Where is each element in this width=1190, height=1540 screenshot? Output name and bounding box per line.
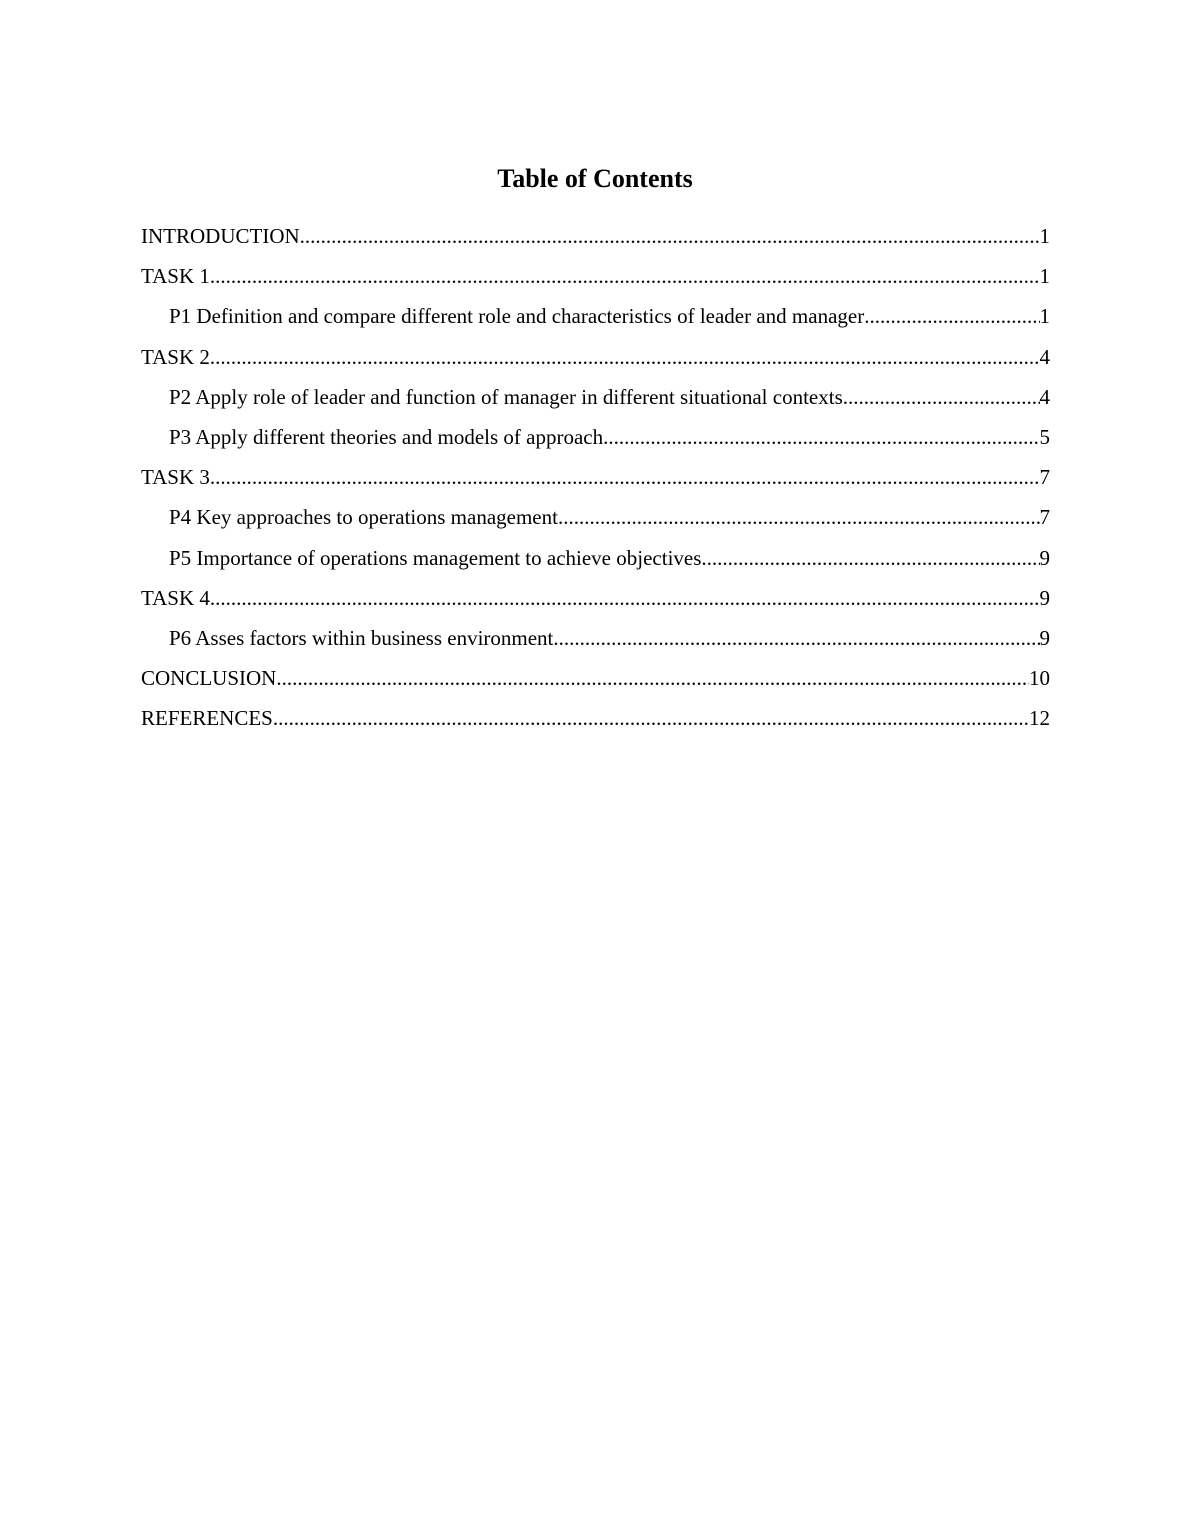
toc-page-number: 1 [1039,304,1050,329]
toc-dot-leader [210,580,1040,616]
toc-entry-label: P2 Apply role of leader and function of manager in different situational contexts [169,384,843,409]
toc-dot-leader [273,700,1029,736]
toc-entry-conclusion[interactable] [141,660,1050,700]
toc-entry-label: TASK 1 [141,264,210,289]
toc-page-number: 5 [1039,424,1050,449]
toc-page-number: 1 [1039,224,1050,248]
toc-entry-label: REFERENCES [141,706,273,731]
toc-page-number: 10 [1029,666,1050,691]
toc-page-number: 4 [1039,344,1050,369]
toc-dot-leader [210,258,1040,294]
toc-dot-leader [558,499,1040,535]
toc-entry-task-4[interactable] [141,580,1050,620]
toc-dot-leader [276,660,1029,696]
toc-entry-p1[interactable] [141,298,1050,338]
toc-entry-references[interactable] [141,700,1050,740]
toc-page-number: 7 [1039,465,1050,490]
toc-entry-label: TASK 4 [141,585,210,610]
toc-entry-p5[interactable] [141,540,1050,580]
toc-dot-leader [300,218,1040,254]
toc-page-number: 7 [1039,505,1050,530]
toc-list [141,218,1050,740]
toc-entry-label: TASK 3 [141,465,210,490]
toc-entry-task-1[interactable] [141,258,1050,298]
toc-entry-label: P6 Asses factors within business environment [169,625,554,650]
toc-dot-leader [864,298,1039,334]
toc-page-number: 1 [1039,264,1050,289]
toc-entry-label: P1 Definition and compare different role and characteristics of leader and manager [169,304,865,329]
toc-entry-p6[interactable] [141,620,1050,660]
toc-page-number: 4 [1039,384,1050,409]
toc-entry-label: CONCLUSION [141,666,277,691]
toc-entry-label: P4 Key approaches to operations management [169,505,558,530]
toc-dot-leader [603,419,1039,455]
toc-page-number: 9 [1039,545,1050,570]
toc-dot-leader [210,339,1040,375]
toc-dot-leader [843,379,1040,415]
toc-entry-label: P5 Importance of operations management to achieve objectives [169,545,702,570]
toc-page-number: 9 [1039,625,1050,650]
toc-dot-leader [701,540,1039,576]
toc-entry-task-3[interactable] [141,459,1050,499]
toc-page-number: 9 [1039,585,1050,610]
toc-entry-label: TASK 2 [141,344,210,369]
toc-dot-leader [210,459,1040,495]
toc-entry-label: INTRODUCTION [141,224,300,248]
toc-entry-task-2[interactable] [141,339,1050,379]
toc-entry-p2[interactable] [141,379,1050,419]
toc-entry-introduction[interactable] [141,218,1050,258]
toc-entry-p3[interactable] [141,419,1050,459]
toc-entry-p4[interactable] [141,499,1050,539]
toc-entry-label: P3 Apply different theories and models of approach [169,424,604,449]
toc-title: Table of Contents [497,164,693,193]
toc-dot-leader [553,620,1039,656]
toc-page-number: 12 [1029,706,1050,731]
